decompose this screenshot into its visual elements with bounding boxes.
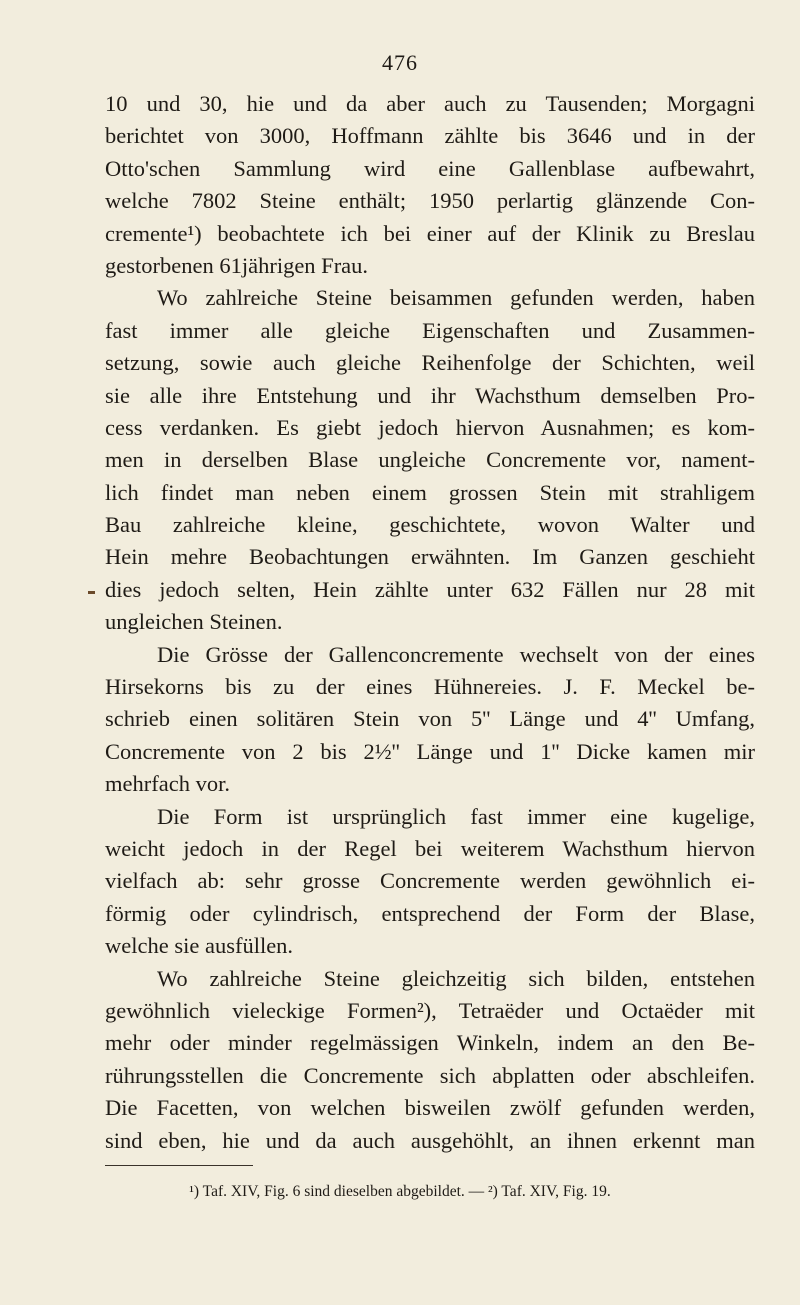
text-line: welche sie ausfüllen. (105, 933, 294, 959)
text-line: gestorbenen 61jährigen Frau. (105, 252, 369, 278)
text-line: lich findet man neben einem grossen Stein mit strahligem (105, 479, 755, 505)
text-line: berichtet von 3000, Hoffmann zählte bis 3646 und in der (105, 123, 755, 149)
text-line: mehrfach vor. (105, 771, 230, 797)
text-line: 10 und 30, hie und da aber auch zu Tausenden; Morgagni (105, 91, 755, 116)
text-line: sie alle ihre Entstehung und ihr Wachsthum demselben Pro- (105, 382, 755, 408)
text-line: dies jedoch selten, Hein zählte unter 632 Fällen nur 28 mit (105, 576, 755, 602)
text-line: mehr oder minder regelmässigen Winkeln, indem an den Be- (105, 1030, 755, 1056)
text-line: Wo zahlreiche Steine gleichzeitig sich bilden, entstehen (157, 965, 755, 991)
text-line: Concremente von 2 bis 2½'' Länge und 1'' Dicke kamen mir (105, 738, 755, 764)
text-line: cremente¹) beobachtete ich bei einer auf der Klinik zu Breslau (105, 220, 755, 246)
text-line: Die Form ist ursprünglich fast immer eine kugelige, (157, 803, 755, 829)
text-line: Otto'schen Sammlung wird eine Gallenblase aufbewahrt, (105, 155, 755, 181)
text-line: welche 7802 Steine enthält; 1950 perlartig glänzende Con- (105, 188, 755, 214)
text-line: setzung, sowie auch gleiche Reihenfolge der Schichten, weil (105, 350, 755, 376)
text-line: vielfach ab: sehr grosse Concremente werden gewöhnlich ei- (105, 868, 755, 894)
text-line: weicht jedoch in der Regel bei weiterem Wachsthum hiervon (105, 835, 755, 861)
text-line: rührungsstellen die Concremente sich abplatten oder abschleifen. (105, 1062, 755, 1088)
text-line: gewöhnlich vieleckige Formen²), Tetraëder und Octaëder mit (105, 997, 755, 1023)
margin-mark (88, 591, 95, 594)
text-line: Bau zahlreiche kleine, geschichtete, wovon Walter und (105, 512, 755, 538)
text-line: ungleichen Steinen. (105, 609, 283, 635)
text-line: schrieb einen solitären Stein von 5'' Länge und 4'' Umfang, (105, 706, 755, 732)
footnote-rule (105, 1165, 253, 1166)
footnote: ¹) Taf. XIV, Fig. 6 sind dieselben abgebildet. — ²) Taf. XIV, Fig. 19. (189, 1183, 611, 1200)
text-line: cess verdanken. Es giebt jedoch hiervon Ausnahmen; es kom- (105, 414, 755, 440)
text-line: men in derselben Blase ungleiche Concremente vor, nament- (105, 447, 755, 473)
text-line: Die Facetten, von welchen bisweilen zwölf gefunden werden, (105, 1095, 755, 1121)
text-line: fast immer alle gleiche Eigenschaften und Zusammen- (105, 317, 755, 343)
text-line: förmig oder cylindrisch, entsprechend der Form der Blase, (105, 900, 755, 926)
page-number: 476 (382, 50, 418, 75)
text-line: sind eben, hie und da auch ausgehöhlt, an ihnen erkennt man (105, 1127, 755, 1153)
text-line: Die Grösse der Gallenconcremente wechselt von der eines (157, 641, 755, 667)
text-line: Hein mehre Beobachtungen erwähnten. Im Ganzen geschieht (105, 544, 755, 570)
body-text (105, 88, 755, 1157)
text-line: Hirsekorns bis zu der eines Hühnereies. J. F. Meckel be- (105, 674, 755, 700)
text-line: Wo zahlreiche Steine beisammen gefunden werden, haben (157, 285, 755, 311)
